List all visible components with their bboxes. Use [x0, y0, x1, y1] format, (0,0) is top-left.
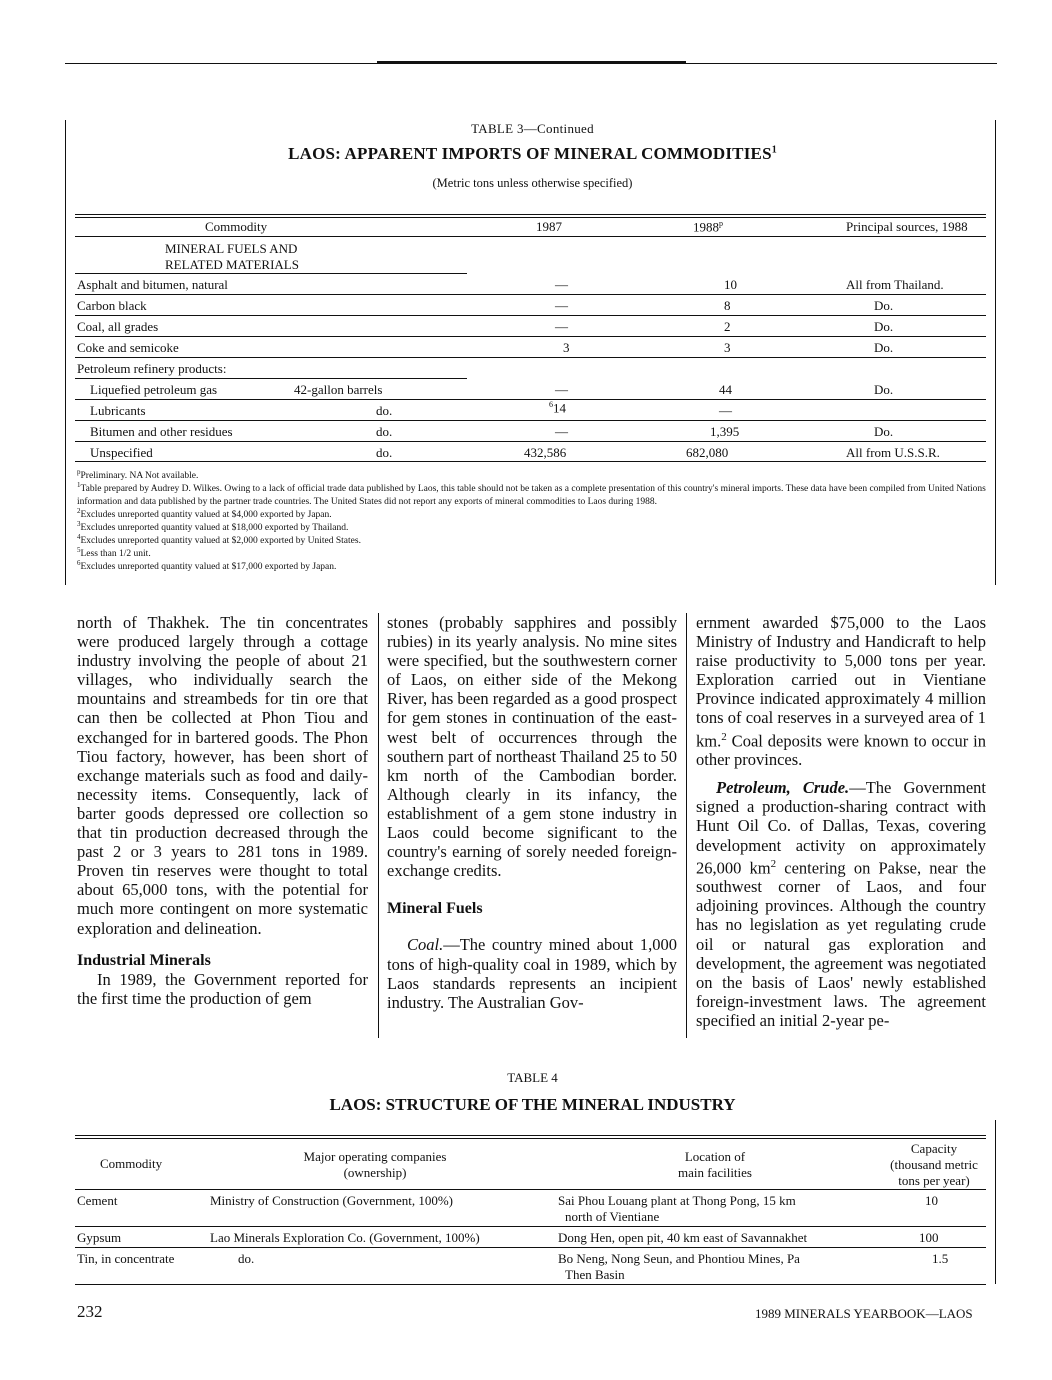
paragraph: north of Thakhek. The tin concentrates were produced largely through a cottage industry involving the people of about 21 villages, who individually search the mountains and streambeds for tin ore that can then be collected at Phon Tiou and exchanged for in bartered goods. The Phon Tiou factory, however, has been short of exchange materials such as food and daily-necessity items. Consequently, lack of barter goods depressed ore collection so that tin production decreased through the past 2 or 3 years to 281 tons in 1989. Proven tin reserves were thought to total about 65,000 tons, with the potential for much more contingent on more systematic exploration and delineation.: [77, 613, 368, 938]
row-source: Do.: [874, 298, 894, 313]
row-capacity: 10: [925, 1193, 938, 1208]
row-location-cont: Then Basin: [565, 1267, 625, 1282]
table4-header-capacity: Capacity (thousand metric tons per year): [890, 1141, 978, 1188]
row-company: do.: [238, 1251, 255, 1266]
table3-footnote: $^1$Table prepared by Audrey D. Wilkes. Owing to a lack of official trade data published by Laos, this table should not be taken as a complete presentation of this country's mineral imports. These data have been compiled from United Nations information and data published by the partner trade countries. The United States did not report any exports of mineral commodities to Laos during 1988.: [77, 481, 986, 508]
row-1987: —: [555, 382, 568, 397]
row-1988: 3: [724, 340, 731, 355]
run-in-heading: Petroleum, Crude.: [716, 778, 850, 798]
table4-header-location: Location of main facilities: [677, 1149, 752, 1180]
row-commodity: Coal, all grades: [77, 319, 159, 334]
running-footer: 1989 MINERALS YEARBOOK—LAOS: [755, 1306, 973, 1321]
row-1987: —: [555, 298, 568, 313]
row-1988: 8: [724, 298, 731, 313]
table3-section-line2: RELATED MATERIALS: [165, 257, 299, 272]
table3-header-1988: 1988$^p$: [693, 219, 723, 235]
table3-footnote: $^6$Excludes unreported quantity valued at $17,000 exported by Japan.: [77, 559, 337, 573]
right-margin-line: [995, 1120, 996, 1284]
row-commodity: Bitumen and other residues: [90, 424, 233, 439]
table4-title: LAOS: STRUCTURE OF THE MINERAL INDUSTRY: [329, 1095, 736, 1114]
row-1987: $^6$14: [549, 400, 566, 416]
row-source: Do.: [874, 382, 894, 397]
row-commodity: Petroleum refinery products:: [77, 361, 227, 376]
paragraph: ernment awarded $75,000 to the Laos Ministry of Industry and Handicraft to help raise productivity to 5,000 tons per year. Exploration carried out in Vientiane Province indicated approximately 4 million tons of coal reserves in a surveyed area of 1 km.$^2$ Coal deposits were known to occur in other provinces.: [696, 613, 986, 770]
row-commodity: Asphalt and bitumen, natural: [77, 277, 228, 292]
row-location: Dong Hen, open pit, 40 km east of Savannakhet: [558, 1230, 808, 1245]
table3-subtitle: (Metric tons unless otherwise specified): [432, 176, 633, 190]
table3-title: LAOS: APPARENT IMPORTS OF MINERAL COMMODITIES$^1$: [288, 144, 777, 163]
table3-footnote: $^3$Excludes unreported quantity valued at $18,000 exported by Thailand.: [77, 520, 349, 534]
row-capacity: 100: [919, 1230, 939, 1245]
row-source: All from U.S.S.R.: [846, 445, 940, 460]
table3-footnote: $^5$Less than 1/2 unit.: [77, 546, 151, 560]
row-commodity: Tin, in concentrate: [77, 1251, 175, 1266]
row-unit: 42-gallon barrels: [294, 382, 383, 397]
row-1987: 3: [563, 340, 570, 355]
row-source: Do.: [874, 424, 894, 439]
text-column-1: [77, 613, 368, 1008]
table3-header-1987: 1987: [536, 219, 562, 234]
row-commodity: Unspecified: [90, 445, 153, 460]
row-unit: do.: [376, 424, 393, 439]
top-rule-thick: [377, 61, 686, 64]
row-location: Sai Phou Louang plant at Thong Pong, 15 km: [558, 1193, 796, 1208]
row-commodity: Carbon black: [77, 298, 147, 313]
text-column-3: [696, 613, 986, 1030]
section-heading: Industrial Minerals: [77, 951, 211, 969]
row-source: All from Thailand.: [846, 277, 944, 292]
table3-footnote: $^2$Excludes unreported quantity valued at $4,000 exported by Japan.: [77, 507, 332, 521]
paragraph: stones (probably sapphires and possibly rubies) in its yearly analysis. No mine sites were specified, but the southwestern corner of Laos, on either side of the Mekong River, has been regarded as a good prospect for gem stones in continuation of the east-west belt of occurrences through the southern part of northeast Thailand 25 to 50 km north of the Cambodian border. Although clearly in its infancy, the establishment of a gem stone industry in Laos could become significant to the country's earning of sorely needed foreign-exchange credits.: [387, 613, 677, 881]
row-1988: 2: [724, 319, 731, 334]
table3-footnote: $^p$Preliminary. NA Not available.: [77, 468, 199, 482]
row-1988: 10: [724, 277, 737, 292]
table3-header-commodity: Commodity: [205, 219, 268, 234]
row-company: Ministry of Construction (Government, 100%): [210, 1193, 453, 1208]
row-commodity: Coke and semicoke: [77, 340, 179, 355]
row-commodity: Lubricants: [90, 403, 146, 418]
table3-header-sources: Principal sources, 1988: [846, 219, 968, 234]
row-source: Do.: [874, 340, 894, 355]
row-location-cont: north of Vientiane: [565, 1209, 660, 1224]
paragraph: Coal.—The country mined about 1,000 tons of high-quality coal in 1989, which by Laos standards represents an incipient industry. The Australian Gov-: [387, 935, 677, 1012]
row-company: Lao Minerals Exploration Co. (Government, 100%): [210, 1230, 480, 1245]
row-1987: —: [555, 424, 568, 439]
row-unit: do.: [376, 445, 393, 460]
page-number: 232: [77, 1302, 103, 1321]
row-source: Do.: [874, 319, 894, 334]
row-1988: 1,395: [710, 424, 740, 439]
column-divider: [378, 613, 379, 1038]
table3-footnote: $^4$Excludes unreported quantity valued at $2,000 exported by United States.: [77, 533, 361, 547]
row-1987: —: [555, 319, 568, 334]
row-capacity: 1.5: [932, 1251, 949, 1266]
table4-caption: TABLE 4: [507, 1070, 558, 1085]
section-heading: Mineral Fuels: [387, 900, 483, 918]
row-1987: 432,586: [524, 445, 567, 460]
row-commodity: Liquefied petroleum gas: [90, 382, 218, 397]
row-location: Bo Neng, Nong Seun, and Phontiou Mines, Pa: [558, 1251, 800, 1266]
row-1987: —: [555, 277, 568, 292]
row-unit: do.: [376, 403, 393, 418]
row-1988: 682,080: [686, 445, 729, 460]
text-column-2: [387, 613, 677, 1012]
paragraph: Petroleum, Crude.—The Government signed a production-sharing contract with Hunt Oil Co. of Dallas, Texas, covering development activity on approximately 26,000 $km^2$ centering on Pakse, near the southwest corner of Laos, and four adjoining provinces. Although the country has no legislation as yet regulating crude oil or natural gas exploration and development, the agreement was negotiated on the basis of Laos' newly established foreign-investment laws. The agreement specified an initial 2-year pe-: [696, 778, 986, 1030]
run-in-heading: Coal.: [407, 935, 444, 955]
table4-header-commodity: Commodity: [100, 1156, 163, 1171]
row-1988: 44: [719, 382, 732, 397]
table3-section-line1: MINERAL FUELS AND: [165, 241, 298, 256]
table3-caption: TABLE 3—Continued: [471, 121, 594, 136]
table4-header-companies: Major operating companies (ownership): [303, 1149, 447, 1180]
column-divider: [686, 613, 687, 1038]
row-commodity: Cement: [77, 1193, 118, 1208]
row-1988: —: [719, 403, 732, 418]
row-commodity: Gypsum: [77, 1230, 122, 1245]
paragraph: In 1989, the Government reported for the first time the production of gem: [77, 969, 368, 1008]
